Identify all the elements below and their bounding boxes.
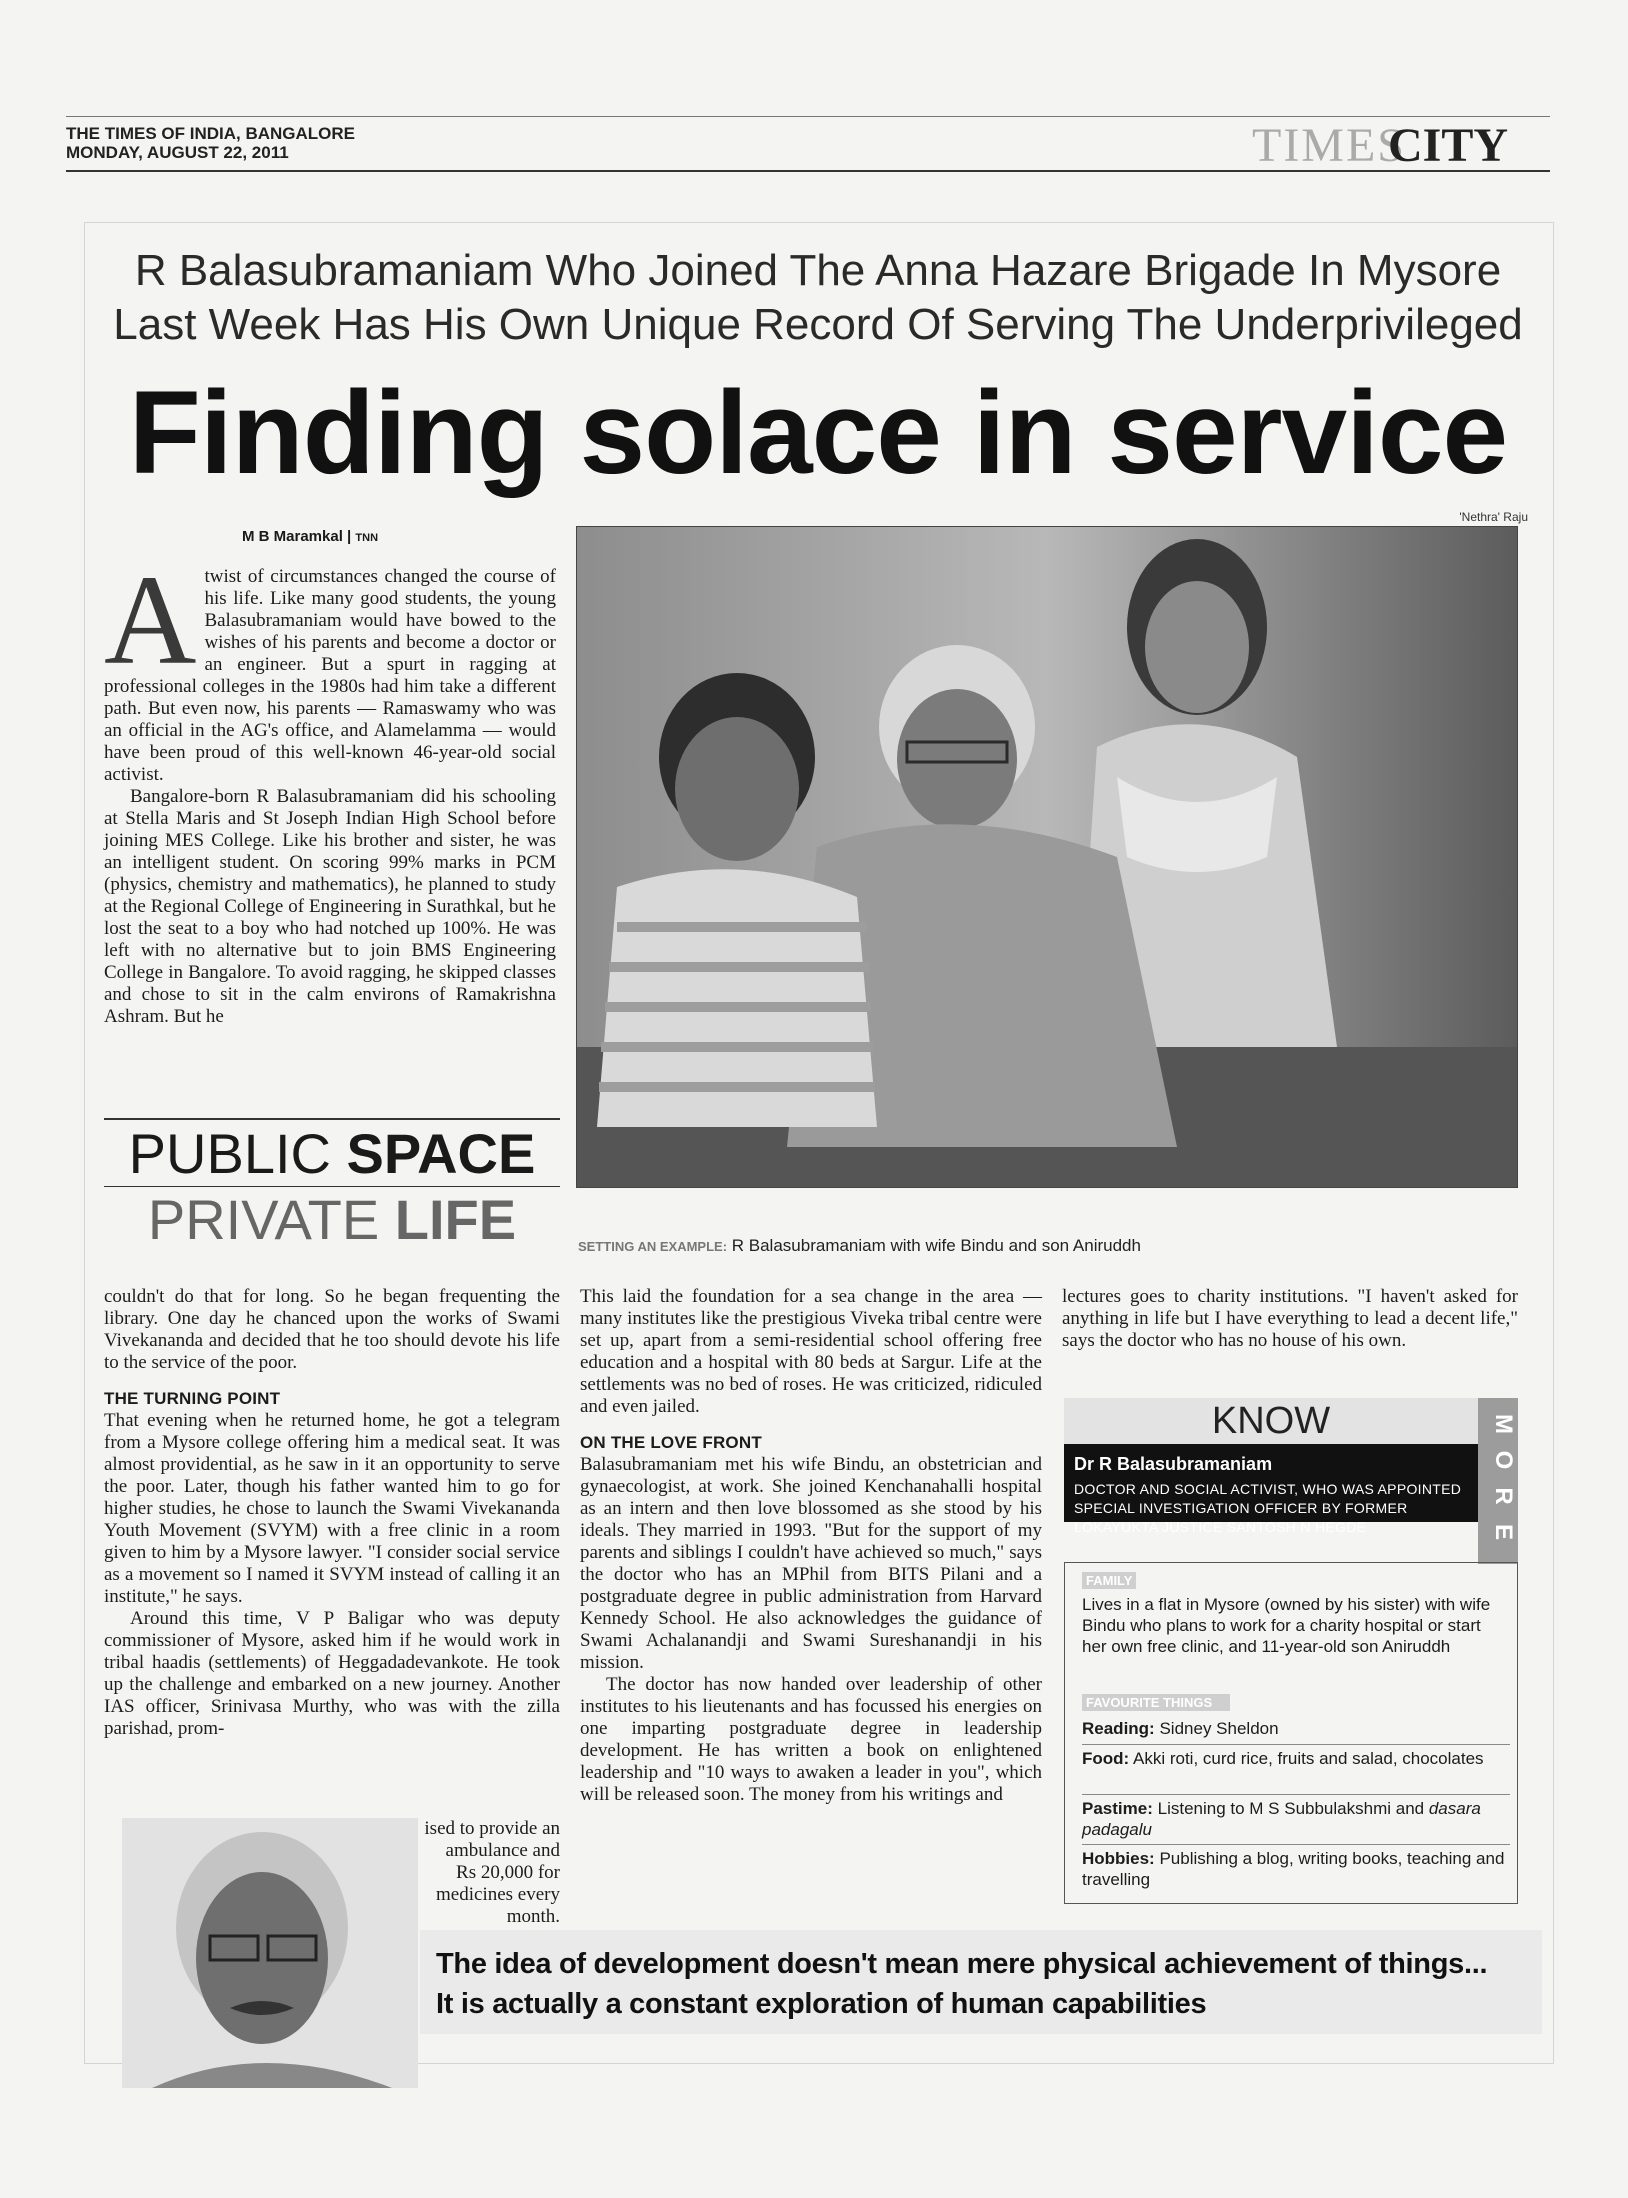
photo-caption <box>578 1236 1141 1256</box>
ps-rule-top <box>104 1118 560 1120</box>
more-letters <box>1478 1406 1518 1550</box>
kb-divider-2 <box>1082 1794 1510 1795</box>
paper-name: THE TIMES OF INDIA, BANGALORE <box>66 124 355 143</box>
hobbies-value: Publishing a blog, writing books, teaching and travelling <box>1082 1849 1505 1889</box>
pastime-label: Pastime: <box>1082 1799 1153 1818</box>
more-letter: O <box>1490 1450 1517 1470</box>
family-photo-illustration <box>577 527 1517 1187</box>
pull-quote-line-2: It is actually a constant exploration of human capabilities <box>436 1988 1207 2020</box>
col2-para-3: The doctor has now handed over leadership of other institutes to his lieutenants and has focussed his energies on one imparting postgraduate degree in leadership development. He has written a book on enlightened leadership and "10 ways to awaken a leader in you", which will be released soon. The money from his writings and <box>580 1674 1042 1805</box>
know-name: Dr R Balasubramaniam <box>1074 1454 1273 1474</box>
section-city: CITY <box>1387 119 1508 172</box>
reading-row <box>1082 1718 1510 1739</box>
reading-value: Sidney Sheldon <box>1159 1719 1279 1738</box>
col1b-para-3: Around this time, V P Baligar who was deputy commissioner of Mysore, asked him if he would work in tribal haadis (settlements) of Heggadadevankote. He took up the challenge and embarked on a new journey. Another IAS officer, Srinivasa Murthy, who was with the zilla parishad, prom- <box>104 1608 560 1739</box>
byline-separator: | <box>347 528 352 545</box>
private-life-title <box>104 1190 560 1250</box>
space-word: SPACE <box>346 1122 536 1185</box>
subhead-love-front: ON THE LOVE FRONT <box>580 1433 762 1452</box>
pastime-value-b: dasara padagalu <box>1082 1799 1481 1839</box>
favourite-things-label: FAVOURITE THINGS <box>1082 1694 1230 1711</box>
pull-quote <box>436 1944 1536 2024</box>
headline: Finding solace in service <box>128 367 1508 499</box>
kb-divider-3 <box>1082 1844 1510 1845</box>
kb-divider-1 <box>1082 1744 1510 1745</box>
reading-label: Reading: <box>1082 1719 1155 1738</box>
family-label: FAMILY <box>1082 1572 1136 1589</box>
deck-line-2: Last Week Has His Own Unique Record Of Serving The Underprivileged <box>113 300 1523 349</box>
col2-para-2: Balasubramaniam met his wife Bindu, an obstetrician and gynaecologist, at work. She joined Kenchanahalli hospital as an intern and then love blossomed as she stood by his ideals. They married in 1993. "But for the support of my parents and siblings I couldn't have achieved so much," says the doctor who has an MPhil from BITS Pilani and a postgraduate degree in public administration from Harvard Kennedy School. He also acknowledges the guidance of Swami Achalanandji and Swami Sureshanandji in his mission. <box>580 1454 1042 1673</box>
ps-rule-mid <box>104 1186 560 1187</box>
masthead-rule-bottom <box>66 170 1550 172</box>
masthead-rule-top <box>66 116 1550 117</box>
column-2 <box>580 1286 1042 1806</box>
main-photo <box>576 526 1518 1188</box>
subhead-turning-point: THE TURNING POINT <box>104 1389 281 1408</box>
col3-para-1: lectures goes to charity institutions. "I haven't asked for anything in life but I have everything to lead a decent life," says the doctor who has no house of his own. <box>1062 1286 1518 1351</box>
byline-name: M B Maramkal <box>242 528 343 545</box>
family-text: Lives in a flat in Mysore (owned by his sister) with wife Bindu who plans to work for a charity hospital or start her own free clinic, and 11-year-old son Aniruddh <box>1082 1595 1491 1656</box>
column-1-bottom <box>104 1286 560 1740</box>
dropcap: A <box>104 549 197 691</box>
more-letter: M <box>1490 1414 1517 1434</box>
col2-para-1: This laid the foundation for a sea change in the area — many institutes like the prestigious Viveka tribal centre were set up, apart from a semi-residential school offering free education and a hospital with 80 beds at Sargur. Life at the settlements was no bed of roses. He was criticized, ridiculed and even jailed. <box>580 1286 1042 1417</box>
know-description: DOCTOR AND SOCIAL ACTIVIST, WHO WAS APPOINTED SPECIAL INVESTIGATION OFFICER BY FORMER LOKAYUKTA JUSTICE SANTOSH N HEGDE <box>1074 1481 1462 1535</box>
masthead-info <box>66 124 355 162</box>
issue-date: MONDAY, AUGUST 22, 2011 <box>66 143 289 162</box>
private-word: PRIVATE <box>147 1188 380 1251</box>
col1-para-1: twist of circumstances changed the course of his life. Like many good students, the young Balasubramaniam would have bowed to the wishes of his parents and become a doctor or an engineer. But a spurt in ragging at professional colleges in the 1980s had him take a different path. But even now, his parents — Ramaswamy who was an official in the AG's office, and Alamelamma — would have been proud of this well-known 46-year-old social activist. <box>104 566 556 785</box>
section-times: TIMES <box>1252 119 1406 172</box>
caption-label: SETTING AN EXAMPLE: <box>578 1239 728 1254</box>
byline <box>242 528 378 545</box>
more-letter: R <box>1490 1487 1517 1505</box>
food-row <box>1082 1748 1510 1769</box>
portrait-illustration <box>122 1818 418 2088</box>
photo-credit: 'Nethra' Raju <box>1459 510 1528 524</box>
food-value: Akki roti, curd rice, fruits and salad, chocolates <box>1133 1749 1484 1768</box>
pastime-row <box>1082 1798 1510 1840</box>
caption-text: R Balasubramaniam with wife Bindu and son Aniruddh <box>731 1236 1141 1255</box>
hobbies-row <box>1082 1848 1510 1890</box>
column-3 <box>1062 1286 1518 1352</box>
public-word: PUBLIC <box>128 1122 331 1185</box>
hobbies-label: Hobbies: <box>1082 1849 1155 1868</box>
pull-quote-line-1: The idea of development doesn't mean mere physical achievement of things... <box>436 1948 1488 1980</box>
byline-agency: TNN <box>355 532 379 544</box>
more-letter: E <box>1490 1523 1517 1540</box>
col1b-para-2: That evening when he returned home, he got a telegram from a Mysore college offering him a medical seat. It was almost providential, as he saw in it an opportunity to serve the poor. Later, though his father wanted him to go for higher studies, he chose to launch the Swami Vivekananda Youth Movement (SVYM) with a free clinic in a room given to him by a Mysore lawyer. "I consider social service as a movement so I named it SVYM instead of calling it an institute," he says. <box>104 1410 560 1607</box>
col1b-para-1: couldn't do that for long. So he began frequenting the library. One day he chanced upon the works of Swami Vivekananda and decided that he too should devote his life to the service of the poor. <box>104 1286 560 1373</box>
deck-line-1: R Balasubramaniam Who Joined The Anna Hazare Brigade In Mysore <box>134 246 1502 295</box>
public-space-title <box>104 1124 560 1184</box>
col1-para-2: Bangalore-born R Balasubramaniam did his schooling at Stella Maris and St Joseph Indian High School before joining MES College. Like his brother and sister, he was an intelligent student. On scoring 99% marks in PCM (physics, chemistry and mathematics), he planned to study at the Regional College of Engineering in Surathkal, but he lost the seat to a boy who had notched up 100%. He was left with no alternative but to join BMS Engineering College in Bangalore. To avoid ragging, he skipped classes and chose to sit in the calm environs of Ramakrishna Ashram. But he <box>104 786 556 1027</box>
portrait-photo <box>122 1818 418 2088</box>
col1b-para-4: ised to provide an ambulance and Rs 20,000 for medicines every month. <box>424 1818 560 1927</box>
more-tab <box>1478 1398 1518 1564</box>
know-heading: KNOW <box>1064 1398 1478 1444</box>
life-word: LIFE <box>394 1188 517 1251</box>
column-1-top <box>104 549 556 1028</box>
food-label: Food: <box>1082 1749 1130 1768</box>
pastime-value-a: Listening to M S Subbulakshmi and <box>1157 1799 1425 1818</box>
col1b-para-4-wrap <box>422 1818 560 1928</box>
